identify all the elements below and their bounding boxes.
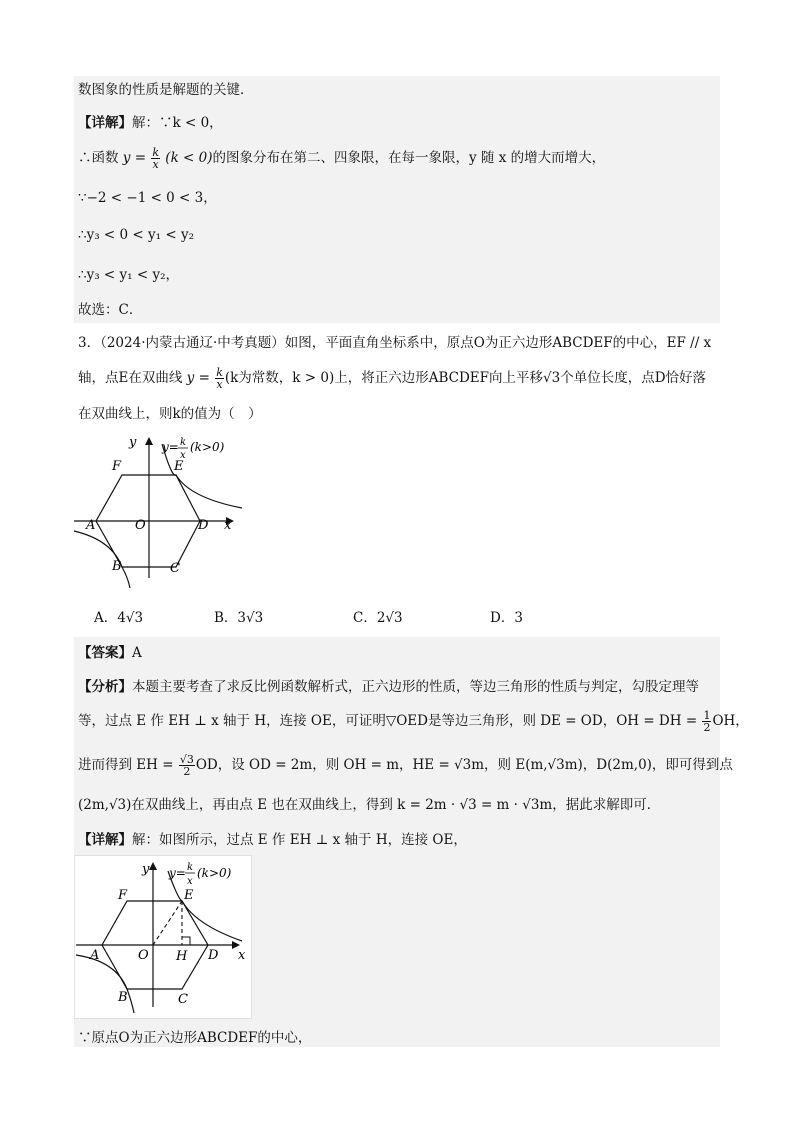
- analysis-l1: 本题主要考查了求反比例函数解析式，正六边形的性质，等边三角形的性质与判定，勾股定理等: [132, 679, 699, 695]
- answer-value: A: [132, 645, 142, 661]
- fig2-label-H: H: [176, 949, 188, 964]
- fig1-label-A: A: [86, 518, 96, 533]
- fig2-y-label: y: [142, 862, 150, 877]
- option-c: C．2√3: [353, 610, 403, 626]
- detail1-l3cond: (k < 0): [165, 150, 213, 166]
- analysis-l2a: 等，过点 E 作 EH ⊥ x 轴于 H，连接 OE，可证明▽OED是等边三角形，则 DE = OD，OH = DH =: [78, 713, 698, 729]
- detail1-text: 解：∵k < 0，: [132, 115, 223, 131]
- detail1-tag: 【详解】: [78, 115, 132, 131]
- fig1-curve-cond: (k>0): [190, 440, 225, 454]
- analysis-line-3: [78, 754, 733, 777]
- fig1-label-E: E: [174, 459, 184, 474]
- detail1-l3b: 的图象分布在第二、四象限，在每一象限，y 随 x 的增大而增大，: [212, 150, 606, 166]
- analysis-l3a: 进而得到 EH =: [78, 757, 174, 773]
- q3-line-1: 3．（2024·内蒙古通辽·中考真题）如图，平面直角坐标系中，原点O为正六边形ABCDEF的中心，EF // x: [78, 335, 712, 351]
- detail2-line-1: [78, 830, 467, 850]
- fig1-label-D: D: [198, 518, 209, 533]
- detail1-l3-frac: $\frac{k}{x}$: [152, 146, 159, 171]
- q3-line-3: 在双曲线上，则k的值为（ ）: [78, 406, 262, 422]
- option-d: D．3: [490, 610, 523, 626]
- fig1-label-B: B: [112, 559, 122, 574]
- answer-line: [78, 643, 142, 663]
- q3-l2eq: y =: [186, 370, 210, 386]
- fig1-curve-num: k: [180, 437, 187, 448]
- detail1-l3eq: y =: [122, 150, 147, 166]
- answer-tag: 【答案】: [78, 645, 132, 661]
- fig1-curve-eq: y=: [162, 440, 179, 454]
- analysis-l3b: OD，设 OD = 2m，则 OH = m，HE = √3m，则 E(m,√3m)，D(2m,0)，即可得到点: [195, 757, 733, 773]
- fig2-label-D: D: [208, 948, 219, 963]
- fig2-curve-cond: (k>0): [197, 866, 232, 880]
- analysis-l2b: OH，: [712, 713, 749, 729]
- fig2-label-C: C: [178, 992, 188, 1007]
- q3-l2-frac: $\frac{k}{x}$: [216, 366, 223, 391]
- fig2-label-O: O: [138, 948, 149, 963]
- fig2-label-B: B: [118, 990, 128, 1005]
- analysis-l3-frac: $\frac{√3}{2}$: [179, 753, 194, 778]
- detail1-line-5: ∴y₃ < 0 < y₁ < y₂: [78, 227, 194, 243]
- option-a: A．4√3: [94, 610, 144, 626]
- fig1-label-O: O: [135, 518, 146, 533]
- q3-line-2: [78, 367, 706, 390]
- detail1-line-2: [78, 113, 223, 133]
- analysis-line-2: [78, 710, 749, 733]
- detail2-l1: 解：如图所示，过点 E 作 EH ⊥ x 轴于 H，连接 OE，: [132, 832, 467, 848]
- detail1-l3a: ∴函数: [78, 150, 119, 166]
- detail1-line-4: ∵−2 < −1 < 0 < 3，: [78, 190, 217, 206]
- analysis-tag: 【分析】: [78, 679, 132, 695]
- fig1-label-F: F: [112, 459, 122, 474]
- detail1-line-6: ∴y₃ < y₁ < y₂，: [78, 267, 179, 283]
- fig2-label-F: F: [118, 888, 128, 903]
- question-figure: [72, 430, 252, 590]
- fig2-curve-den: x: [187, 876, 193, 887]
- fig2-x-label: x: [238, 948, 246, 963]
- detail1-line-3: [78, 147, 605, 170]
- detail2-line-2: ∵原点O为正六边形ABCDEF的中心，: [78, 1030, 312, 1046]
- fig1-curve-den: x: [180, 450, 186, 461]
- fig1-label-C: C: [170, 561, 180, 576]
- q3-l2a: 轴，点E在双曲线: [78, 370, 183, 386]
- fig2-curve-num: k: [187, 862, 194, 873]
- fig2-label-A: A: [90, 948, 100, 963]
- detail2-tag: 【详解】: [78, 832, 132, 848]
- fig1-y-label: y: [129, 435, 137, 450]
- option-b: B．3√3: [214, 610, 264, 626]
- analysis-l2-frac: $\frac{1}{2}$: [703, 709, 711, 734]
- analysis-line-4: (2m,√3)在双曲线上，再由点 E 也在双曲线上，得到 k = 2m · √3 = m · √3m，据此求解即可．: [78, 797, 661, 813]
- fig2-curve-eq: y=: [169, 866, 186, 880]
- detail1-line-1: 数图象的性质是解题的关键．: [78, 82, 254, 98]
- answer-figure: [74, 855, 250, 1017]
- fig2-label-E: E: [184, 888, 194, 903]
- detail1-line-7: 故选：C．: [78, 302, 143, 318]
- analysis-line-1: [78, 677, 699, 697]
- fig1-x-label: x: [224, 518, 232, 533]
- q3-l2b: (k为常数，k > 0)上，将正六边形ABCDEF向上平移√3个单位长度，点D恰好落: [224, 370, 707, 386]
